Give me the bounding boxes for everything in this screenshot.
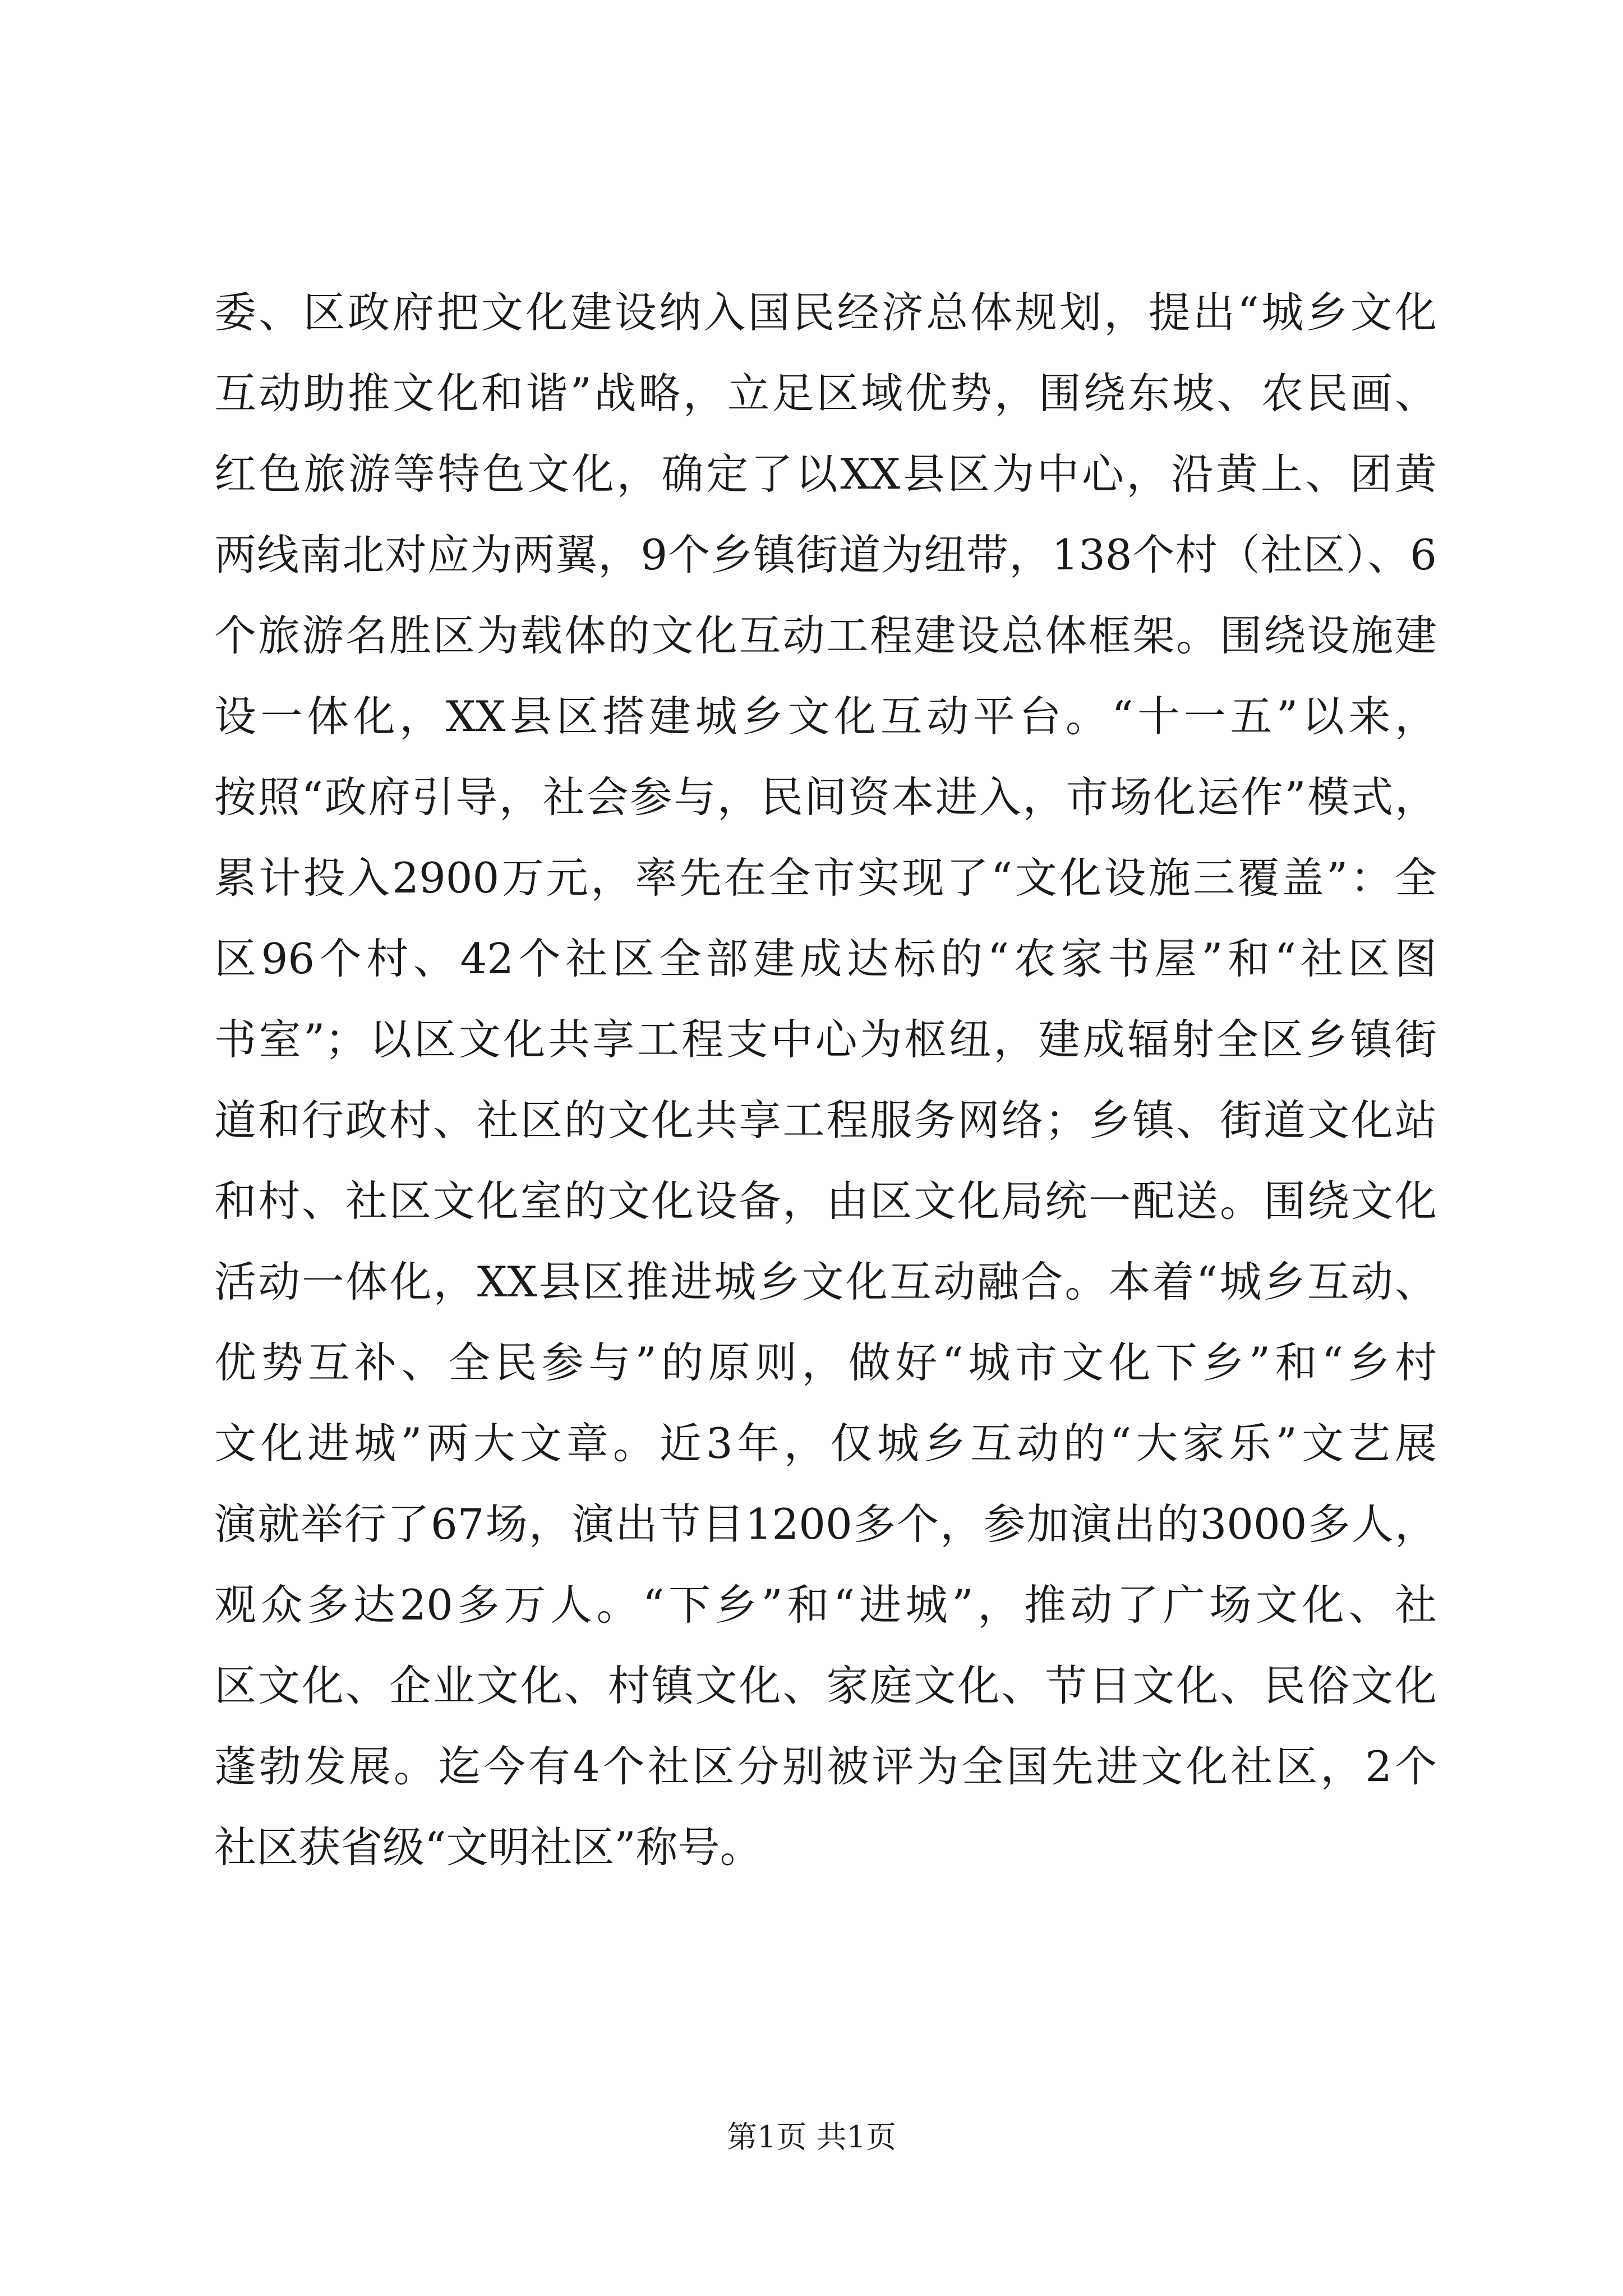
text-line: 优势互补、全民参与”的原则，做好“城市文化下乡”和“乡村 [214, 1338, 1437, 1387]
text-line: 累计投入2900万元，率先在全市实现了“文化设施三覆盖”：全 [214, 853, 1437, 903]
page-footer [0, 2115, 1623, 2160]
text-line: 和村、社区文化室的文化设备，由区文化局统一配送。围绕文化 [214, 1176, 1437, 1226]
text-line: 观众多达20多万人。“下乡”和“进城”，推动了广场文化、社 [214, 1580, 1437, 1630]
text-line: 两线南北对应为两翼，9个乡镇街道为纽带，138个村（社区）、6 [214, 530, 1437, 579]
text-line: 活动一体化，XX县区推进城乡文化互动融合。本着“城乡互动、 [214, 1257, 1437, 1306]
text-line: 演就举行了67场，演出节目1200多个，参加演出的3000多人， [214, 1499, 1437, 1549]
text-line: 书室”；以区文化共享工程支中心为枢纽，建成辐射全区乡镇街 [214, 1015, 1437, 1064]
text-line: 蓬勃发展。迄今有4个社区分别被评为全国先进文化社区，2个 [214, 1742, 1437, 1791]
text-line-last: 社区获省级“文明社区”称号。 [214, 1823, 762, 1872]
text-line: 文化进城”两大文章。近3年，仅城乡互动的“大家乐”文艺展 [214, 1419, 1437, 1468]
body-paragraph [214, 272, 1437, 1888]
text-line: 区96个村、42个社区全部建成达标的“农家书屋”和“社区图 [214, 934, 1437, 983]
text-line: 互动助推文化和谐”战略，立足区域优势，围绕东坡、农民画、 [214, 369, 1437, 418]
text-line: 道和行政村、社区的文化共享工程服务网络；乡镇、街道文化站 [214, 1096, 1437, 1145]
text-line: 设一体化，XX县区搭建城乡文化互动平台。“十一五”以来， [214, 692, 1437, 741]
text-line: 委、区政府把文化建设纳入国民经济总体规划，提出“城乡文化 [214, 288, 1437, 337]
page-number: 第1页 共1页 [727, 2119, 896, 2155]
text-line: 红色旅游等特色文化，确定了以XX县区为中心，沿黄上、团黄 [214, 449, 1437, 499]
text-line: 按照“政府引导，社会参与，民间资本进入，市场化运作”模式， [214, 772, 1437, 822]
text-line: 区文化、企业文化、村镇文化、家庭文化、节日文化、民俗文化 [214, 1661, 1437, 1710]
text-line: 个旅游名胜区为载体的文化互动工程建设总体框架。围绕设施建 [214, 611, 1437, 660]
